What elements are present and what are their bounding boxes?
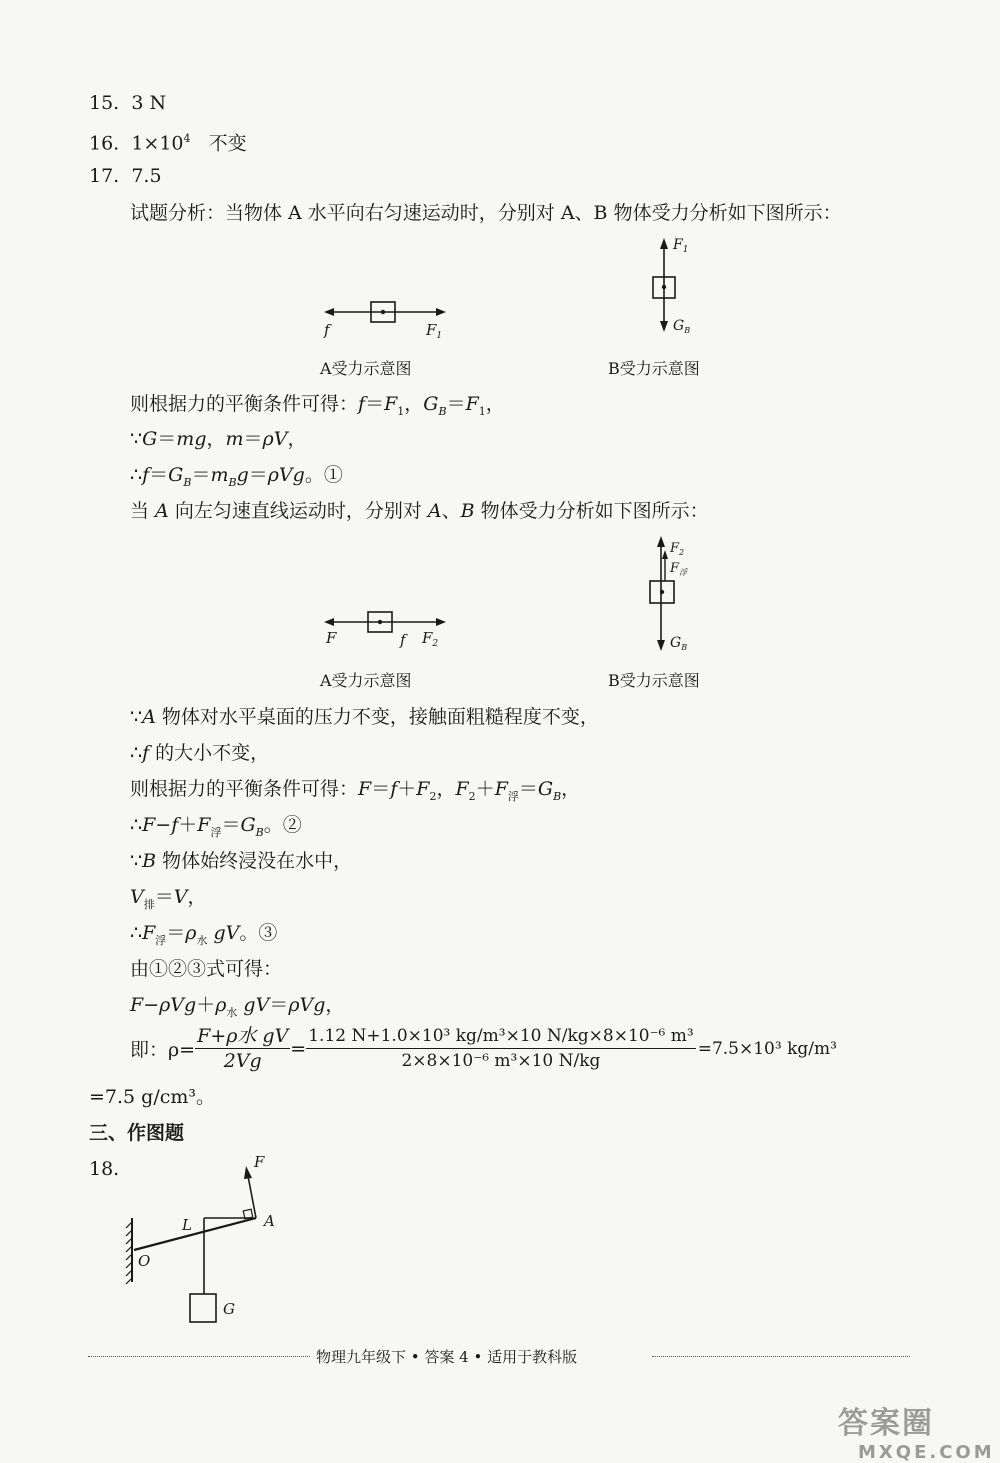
buoyancy-line: $\therefore F_浮=\rho_水$ gV。③ (130, 922, 278, 947)
arrow-up-small-icon (662, 550, 668, 559)
figure-18-lever (120, 1150, 290, 1330)
label-G: G (223, 1300, 235, 1318)
combined-equation: $F-\rho Vg+\rho_水$ gV＝ρVg， (130, 994, 345, 1019)
label-F2: $F_2$ (670, 541, 685, 557)
answer-17: 17. 7.5 (89, 165, 162, 187)
label-F: F (326, 629, 337, 647)
arrow-up-icon (660, 238, 668, 249)
analysis-intro: 试题分析：当物体 A 水平向右匀速运动时，分别对 A、B 物体受力分析如下图所示： (130, 202, 842, 224)
label-F1: $F_1$ (426, 321, 443, 341)
center-dot (378, 620, 382, 624)
figure-1-b-diagram (640, 236, 700, 346)
watermark-logo: 答案圈 MXQE.COM (838, 1406, 995, 1463)
label-F: F (254, 1153, 265, 1171)
label-F2: $F_2$ (422, 629, 439, 649)
center-dot (660, 590, 664, 594)
footer-rule-right (652, 1356, 910, 1357)
section-title-3: 三、作图题 (89, 1122, 185, 1144)
arrow-down-icon (660, 321, 668, 332)
center-dot (662, 285, 666, 289)
lever-rod (134, 1218, 256, 1250)
result-line-2: $\therefore F-f+F_浮=G_B$。② (130, 814, 302, 839)
arrow-right-icon (436, 308, 446, 316)
answer-16: 16. $1\times 10^4$ 不变 (89, 132, 247, 155)
label-f: f (324, 321, 330, 339)
footer-rule-left (88, 1356, 310, 1357)
weight-block (190, 1294, 216, 1322)
figure-2-a-caption: A受力示意图 (320, 671, 412, 690)
figure-2-a-diagram (320, 605, 450, 650)
label-GB: $G_B$ (670, 635, 688, 652)
question-18-number: 18. (89, 1158, 120, 1180)
immersed-line: ∵B 物体始终浸没在水中， (130, 850, 353, 872)
arrow-left-icon (324, 308, 334, 316)
label-L: L (182, 1216, 192, 1234)
density-result: =7.5 g/cm³。 (89, 1086, 216, 1108)
figure-1-b-caption: B受力示意图 (608, 359, 700, 378)
footer-text: 物理九年级下 • 答案 4 • 适用于教科版 (316, 1348, 578, 1366)
label-O: O (138, 1252, 151, 1270)
density-formula: 即：ρ= $\frac{\text{F+ρ水 gV}}{2Vg}$ = $\frac{\text{1.12 N+1.0×10³ kg/m³×10 N/kg×8×10⁻⁶ m³}}{\text{2×8×10⁻⁶ m³×10 N/kg}}$ =7.5×10³ kg/m³ (130, 1025, 837, 1072)
label-F1: $F_1$ (673, 237, 689, 255)
label-F-buoyancy: $F_浮$ (670, 561, 688, 577)
arrow-down-icon (657, 640, 665, 651)
result-line-1: $\therefore f=G_B=m_Bg=\rho Vg$。① (130, 464, 343, 489)
label-A: A (264, 1212, 275, 1230)
arrow-right-icon (436, 618, 446, 626)
arrow-left-icon (324, 618, 334, 626)
figure-2-b-diagram (640, 534, 710, 654)
figure-1-a-diagram (320, 295, 450, 345)
arrow-up-icon (657, 536, 665, 547)
combine-line: 由①②③式可得： (130, 958, 283, 980)
volume-line: $V_排=V$， (130, 886, 207, 911)
equilibrium-line-2: 则根据力的平衡条件可得：$F=f+F_2$，$F_2+F_浮=G_B$， (130, 778, 581, 803)
relation-line: ∵G＝mg，m＝ρV， (130, 428, 307, 450)
answer-15: 15. 3 N (89, 92, 167, 114)
arrow-up-icon (244, 1166, 252, 1179)
analysis-left: 当 A 向左匀速直线运动时，分别对 A、B 物体受力分析如下图所示： (130, 500, 709, 522)
equilibrium-line-1: 则根据力的平衡条件可得：$f=F_1$，$G_B=F_1$， (130, 393, 505, 418)
label-f: f (400, 631, 406, 649)
fraction-1: $\frac{\text{F+ρ水 gV}}{2Vg}$ (197, 1025, 289, 1072)
fraction-2: $\frac{\text{1.12 N+1.0×10³ kg/m³×10 N/kg×8×10⁻⁶ m³}}{\text{2×8×10⁻⁶ m³×10 N/kg}}$ (308, 1026, 694, 1071)
center-dot (381, 310, 385, 314)
figure-1-a-caption: A受力示意图 (320, 359, 412, 378)
friction-line: ∴f 的大小不变， (130, 742, 270, 764)
label-GB: $G_B$ (673, 318, 691, 335)
pressure-line: ∵A 物体对水平桌面的压力不变，接触面粗糙程度不变， (130, 706, 599, 728)
figure-2-b-caption: B受力示意图 (608, 671, 700, 690)
